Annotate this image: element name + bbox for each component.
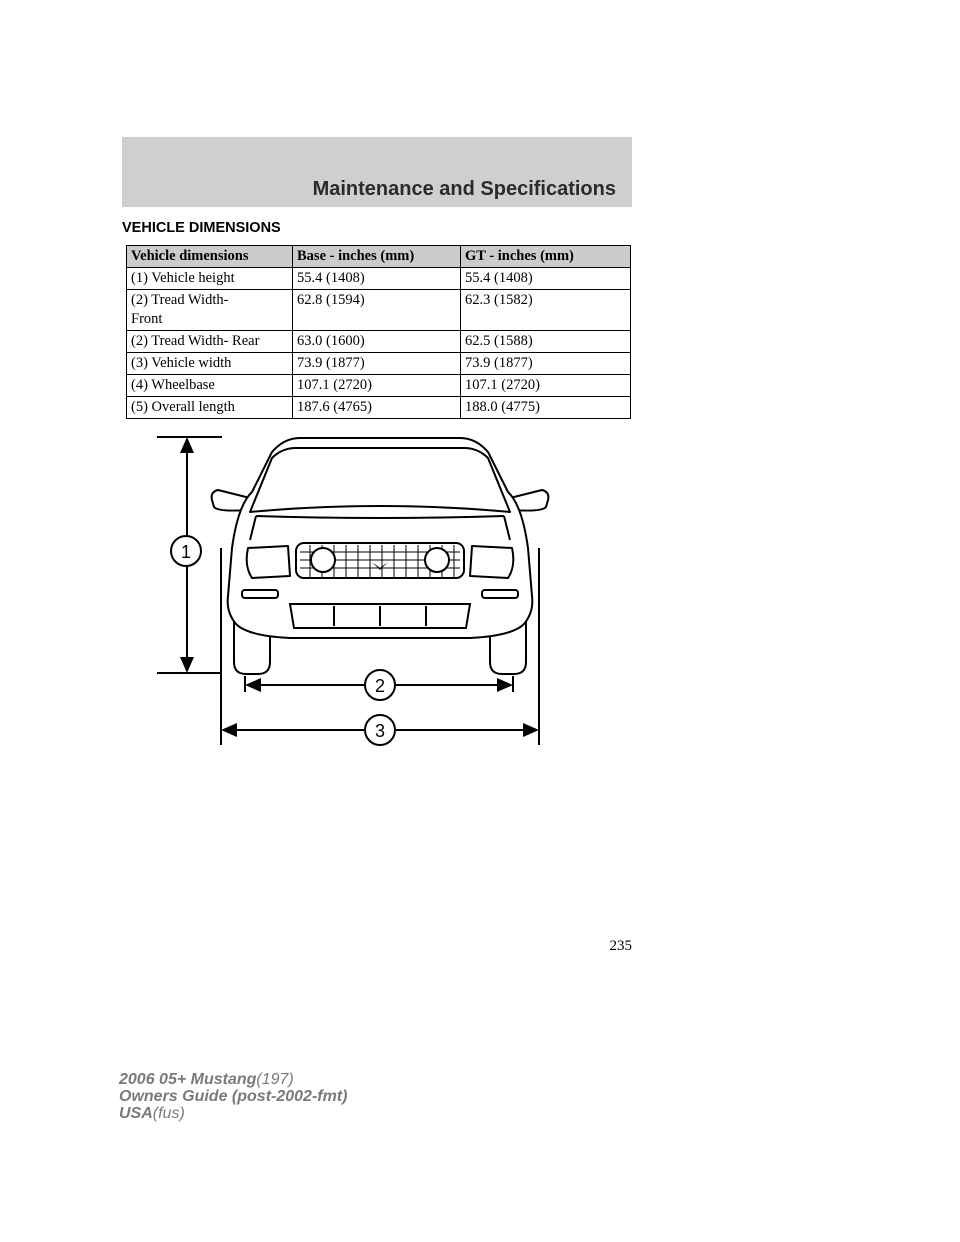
header-band [122,137,632,207]
table-cell: (4) Wheelbase [127,375,293,397]
footer-model-code: (197) [256,1071,294,1088]
table-row [127,290,631,331]
page-title: VEHICLE DIMENSIONS [122,220,281,236]
table-cell: 62.5 (1588) [461,331,631,353]
table-row [127,268,631,290]
fog-light-right [425,548,449,572]
table-cell: 62.8 (1594) [293,290,461,331]
footer-guide: Owners Guide (post-2002-fmt) [119,1088,348,1105]
section-header-title: Maintenance and Specifications [312,178,616,200]
table-cell: 62.3 (1582) [461,290,631,331]
arrow-right-icon [497,678,513,692]
table-cell: 107.1 (2720) [293,375,461,397]
table-cell: (5) Overall length [127,397,293,419]
arrow-right-icon [523,723,539,737]
car-front-icon [212,438,549,674]
arrow-down-icon [180,657,194,673]
dimensions-table [126,245,631,419]
table-header-row [127,246,631,268]
callout-label-3: 3 [374,721,386,741]
fog-light-left [311,548,335,572]
column-header: Base - inches (mm) [293,246,461,268]
table-cell: 55.4 (1408) [293,268,461,290]
table-cell: 188.0 (4775) [461,397,631,419]
table-cell: 55.4 (1408) [461,268,631,290]
table-cell: (2) Tread Width- Rear [127,331,293,353]
table-cell: 73.9 (1877) [461,353,631,375]
table-cell: (2) Tread Width- Front [127,290,293,331]
table-row [127,331,631,353]
footer-market-code: (fus) [152,1105,185,1122]
table-row [127,397,631,419]
footer [119,1071,347,1122]
table-cell: (3) Vehicle width [127,353,293,375]
table-cell: 73.9 (1877) [293,353,461,375]
footer-model: 2006 05+ Mustang [119,1071,257,1088]
column-header: Vehicle dimensions [127,246,293,268]
column-header: GT - inches (mm) [461,246,631,268]
vehicle-front-diagram [150,430,570,750]
page-number: 235 [609,938,632,954]
table-cell: (1) Vehicle height [127,268,293,290]
arrow-up-icon [180,437,194,453]
callout-label-2: 2 [374,676,386,696]
table-cell: 107.1 (2720) [461,375,631,397]
table-cell: 187.6 (4765) [293,397,461,419]
footer-market: USA [119,1105,153,1122]
table-row [127,375,631,397]
table-row [127,353,631,375]
table-cell: 63.0 (1600) [293,331,461,353]
arrow-left-icon [221,723,237,737]
arrow-left-icon [245,678,261,692]
callout-label-1: 1 [180,542,192,562]
